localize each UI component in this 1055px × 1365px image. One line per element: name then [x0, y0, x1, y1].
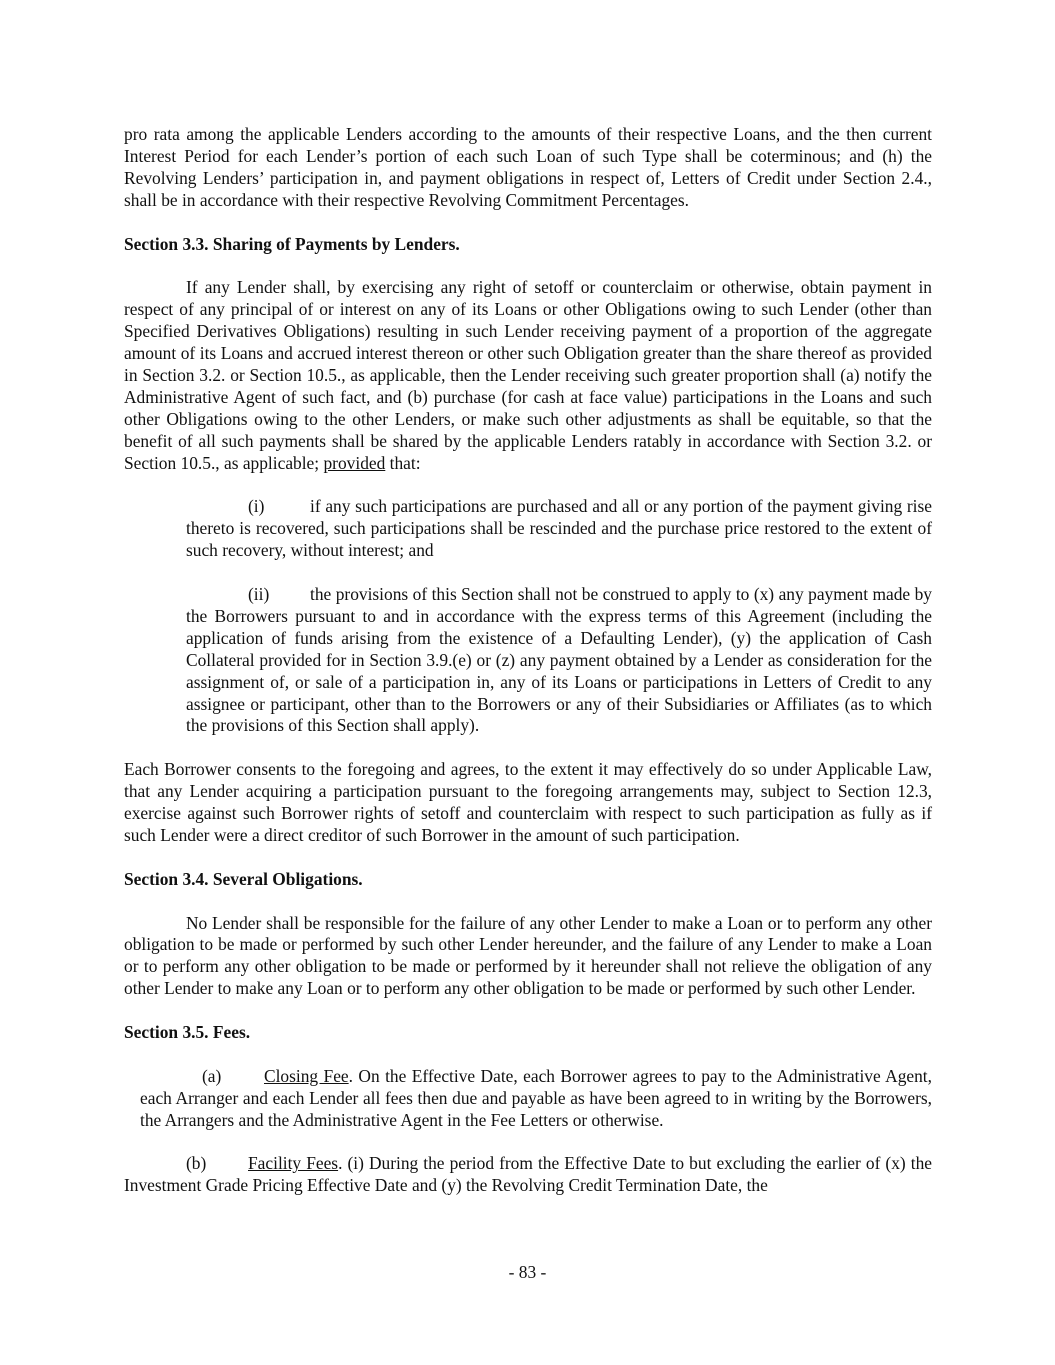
- closing-fee-title: Closing Fee: [264, 1065, 349, 1086]
- item-b-label: (b): [186, 1153, 207, 1174]
- section-3-3-heading: Section 3.3. Sharing of Payments by Lenders.: [124, 233, 460, 254]
- item-ii-label: (ii): [248, 583, 270, 604]
- page-number: - 83 -: [508, 1262, 547, 1282]
- section-3-4-body: No Lender shall be responsible for the failure of any other Lender to make a Loan or to perform any other obligation to be made or performed by such other Lender hereunder, and the failure of any Lender to make a Loan or to perform any other obligation to be made or performed by it hereunder shall not relieve the obligation of any other Lender to make any Loan or to perform any other obligation to be made or performed by such other Lender.: [124, 912, 932, 999]
- top-paragraph: pro rata among the applicable Lenders according to the amounts of their respective Loans, and the then current Interest Period for each Lender’s portion of each such Loan of such Type shall be coterminous; and (h) the Revolving Lenders’ participation in, and payment obligations in respect of, Letters of Credit under Section 2.4., shall be in accordance with their respective Revolving Commitment Percentages.: [124, 124, 932, 210]
- section-3-3-body: [124, 277, 932, 474]
- item-b-text: . (i) During the period from the Effective Date to but excluding the earlier of (x) the Investment Grade Pricing Effective Date and (y) the Revolving Credit Termination Date, the: [124, 1153, 932, 1196]
- document-page: [124, 124, 932, 1197]
- section-3-3-closing-paragraph: Each Borrower consents to the foregoing and agrees, to the extent it may effectively do so under Applicable Law, that any Lender acquiring a participation pursuant to the foregoing arrangements may, subject to Section 12.3, exercise against such Borrower rights of setoff and counterclaim with respect to such participation as fully as if such Lender were a direct creditor of such Borrower in the amount of such participation.: [124, 759, 932, 845]
- section-3-3-body-end: that:: [385, 452, 421, 473]
- provided-term: provided: [323, 452, 386, 473]
- facility-fees-title: Facility Fees: [248, 1153, 339, 1174]
- section-3-5-item-b: [124, 1153, 932, 1197]
- section-3-3-item-i: [186, 496, 932, 562]
- section-3-5-item-a: [140, 1066, 932, 1132]
- section-3-5-heading: Section 3.5. Fees.: [124, 1022, 251, 1043]
- section-3-4-heading: Section 3.4. Several Obligations.: [124, 868, 363, 889]
- item-a-text: . On the Effective Date, each Borrower agrees to pay to the Administrative Agent, each Arranger and each Lender all fees then due and payable as have been agreed to in writing by the Borrowers, the Arrangers and the Administrative Agent in the Fee Letters or otherwise.: [140, 1065, 932, 1130]
- item-i-text: if any such participations are purchased and all or any portion of the payment giving rise thereto is recovered, such participations shall be rescinded and the purchase price restored to the extent of such recovery, without interest; and: [186, 496, 932, 561]
- item-ii-text: the provisions of this Section shall not be construed to apply to (x) any payment made by the Borrowers pursuant to and in accordance with the express terms of this Agreement (including the application of funds arising from the existence of a Defaulting Lender), (y) the application of Cash Collateral provided for in Section 3.9.(e) or (z) any payment obtained by a Lender as consideration for the assignment of, or sale of a participation in, any of its Loans or participations in Letters of Credit to any assignee or participant, other than to the Borrowers or any of their Subsidiaries or Affiliates (as to which the provisions of this Section shall apply).: [186, 583, 932, 736]
- section-3-3-item-ii: [186, 584, 932, 737]
- section-3-3-body-main: If any Lender shall, by exercising any right of setoff or counterclaim or otherwise, obtain payment in respect of any principal of or interest on any of its Loans or other Obligations owing to such Lender (other than Specified Derivatives Obligations) resulting in such Lender receiving payment of a proportion of the aggregate amount of its Loans and accrued interest thereon or other such Obligation greater than the share thereof as provided in Section 3.2. or Section 10.5., as applicable, then the Lender receiving such greater proportion shall (a) notify the Administrative Agent of such fact, and (b) purchase (for cash at face value) participations in the Loans and such other Obligations owing to the other Lenders, or make such other adjustments as shall be equitable, so that the benefit of all such payments shall be shared by the applicable Lenders ratably in accordance with Section 3.2. or Section 10.5., as applicable;: [124, 277, 932, 473]
- item-a-label: (a): [202, 1065, 222, 1086]
- item-i-label: (i): [248, 496, 265, 517]
